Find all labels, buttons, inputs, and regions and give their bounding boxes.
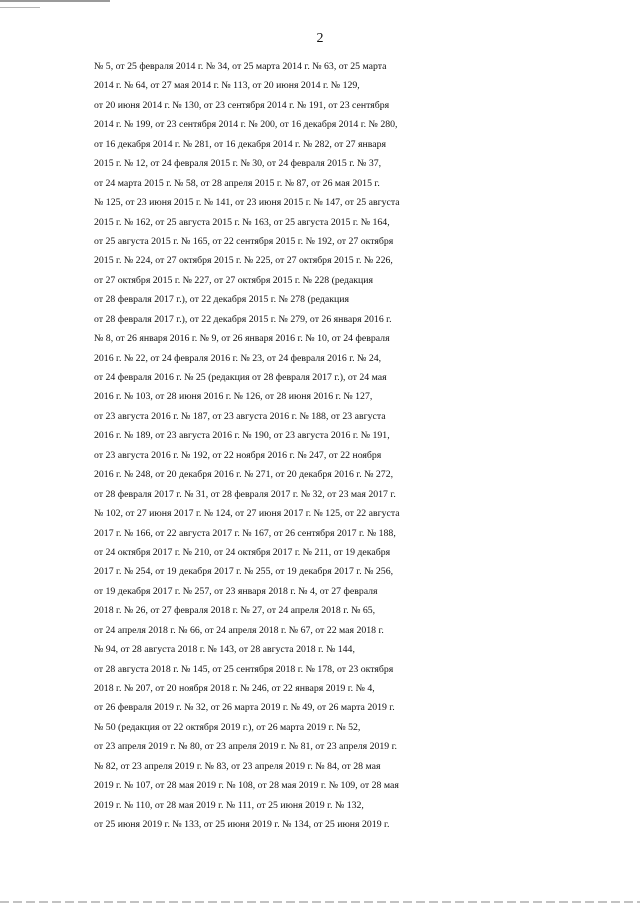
text-line: от 24 февраля 2016 г. № 25 (редакция от 28 февраля 2017 г.), от 24 мая [94,372,387,383]
text-line: от 28 августа 2018 г. № 145, от 25 сентября 2018 г. № 178, от 23 октября [94,663,394,675]
text-line: от 24 апреля 2018 г. № 66, от 24 апреля 2018 г. № 67, от 22 мая 2018 г. [94,624,384,636]
scan-edge-mark [0,901,640,903]
text-line: 2018 г. № 26, от 27 февраля 2018 г. № 27, от 24 апреля 2018 г. № 65, [94,605,376,617]
text-line: 2016 г. № 103, от 28 июня 2016 г. № 126, от 28 июня 2016 г. № 127, [94,391,373,403]
text-line: № 102, от 27 июня 2017 г. № 124, от 27 июня 2017 г. № 125, от 22 августа [94,508,400,520]
text-line: от 19 декабря 2017 г. № 257, от 23 января 2018 г. № 4, от 27 февраля [94,585,378,597]
text-line: 2017 г. № 254, от 19 декабря 2017 г. № 255, от 19 декабря 2017 г. № 256, [94,566,394,578]
text-line: 2016 г. № 22, от 24 февраля 2016 г. № 23, от 24 февраля 2016 г. № 24, [94,352,382,364]
text-line: от 20 июня 2014 г. № 130, от 23 сентября 2014 г. № 191, от 23 сентября [94,99,390,111]
text-line: № 125, от 23 июня 2015 г. № 141, от 23 июня 2015 г. № 147, от 25 августа [94,197,400,209]
text-line: от 25 июня 2019 г. № 133, от 25 июня 2019 г. № 134, от 25 июня 2019 г. [94,819,390,831]
text-line: 2017 г. № 166, от 22 августа 2017 г. № 167, от 26 сентября 2017 г. № 188, [94,527,396,539]
text-line: № 82, от 23 апреля 2019 г. № 83, от 23 апреля 2019 г. № 84, от 28 мая [94,760,381,772]
text-line: от 24 октября 2017 г. № 210, от 24 октября 2017 г. № 211, от 19 декабря [94,546,391,558]
scan-edge-mark [0,0,110,2]
text-line: от 26 февраля 2019 г. № 32, от 26 марта 2019 г. № 49, от 26 марта 2019 г. [94,702,395,714]
text-line: от 25 августа 2015 г. № 165, от 22 сентября 2015 г. № 192, от 27 октября [94,235,394,247]
page-number: 2 [316,31,324,46]
text-line: 2016 г. № 248, от 20 декабря 2016 г. № 271, от 20 декабря 2016 г. № 272, [94,469,394,481]
text-line: 2015 г. № 224, от 27 октября 2015 г. № 225, от 27 октября 2015 г. № 226, [94,255,393,267]
document-body [94,57,585,835]
text-line: от 23 августа 2016 г. № 192, от 22 ноября 2016 г. № 247, от 22 ноября [94,449,382,461]
text-line: 2014 г. № 199, от 23 сентября 2014 г. № 200, от 16 декабря 2014 г. № 280, [94,119,398,131]
text-line: № 50 (редакция от 22 октября 2019 г.), от 26 марта 2019 г. № 52, [94,721,361,733]
text-line: № 8, от 26 января 2016 г. № 9, от 26 января 2016 г. № 10, от 24 февраля [94,333,390,345]
text-line: 2015 г. № 12, от 24 февраля 2015 г. № 30, от 24 февраля 2015 г. № 37, [94,158,382,170]
text-line: от 24 марта 2015 г. № 58, от 28 апреля 2015 г. № 87, от 26 мая 2015 г. [94,177,380,189]
text-line: 2019 г. № 107, от 28 мая 2019 г. № 108, от 28 мая 2019 г. № 109, от 28 мая [94,780,399,792]
scan-edge-mark [0,7,40,8]
text-line: 2014 г. № 64, от 27 мая 2014 г. № 113, от 20 июня 2014 г. № 129, [94,80,360,92]
text-line: № 5, от 25 февраля 2014 г. № 34, от 25 марта 2014 г. № 63, от 25 марта [94,61,387,72]
text-line: от 28 февраля 2017 г.), от 22 декабря 2015 г. № 279, от 26 января 2016 г. [94,313,392,325]
text-line: 2016 г. № 189, от 23 августа 2016 г. № 190, от 23 августа 2016 г. № 191, [94,430,390,442]
text-line: 2015 г. № 162, от 25 августа 2015 г. № 163, от 25 августа 2015 г. № 164, [94,216,390,228]
text-line: от 28 февраля 2017 г. № 31, от 28 февраля 2017 г. № 32, от 23 мая 2017 г. [94,488,396,500]
text-line: № 94, от 28 августа 2018 г. № 143, от 28 августа 2018 г. № 144, [94,644,355,656]
text-line: от 23 августа 2016 г. № 187, от 23 августа 2016 г. № 188, от 23 августа [94,410,386,422]
text-line: 2018 г. № 207, от 20 ноября 2018 г. № 246, от 22 января 2019 г. № 4, [94,683,375,694]
text-line: от 16 декабря 2014 г. № 281, от 16 декабря 2014 г. № 282, от 27 января [94,138,386,150]
text-line: от 27 октября 2015 г. № 227, от 27 октября 2015 г. № 228 (редакция [94,274,374,286]
text-line: от 23 апреля 2019 г. № 80, от 23 апреля 2019 г. № 81, от 23 апреля 2019 г. [94,741,397,753]
text-line: 2019 г. № 110, от 28 мая 2019 г. № 111, от 25 июня 2019 г. № 132, [94,799,364,811]
text-line: от 28 февраля 2017 г.), от 22 декабря 2015 г. № 278 (редакция [94,294,349,306]
